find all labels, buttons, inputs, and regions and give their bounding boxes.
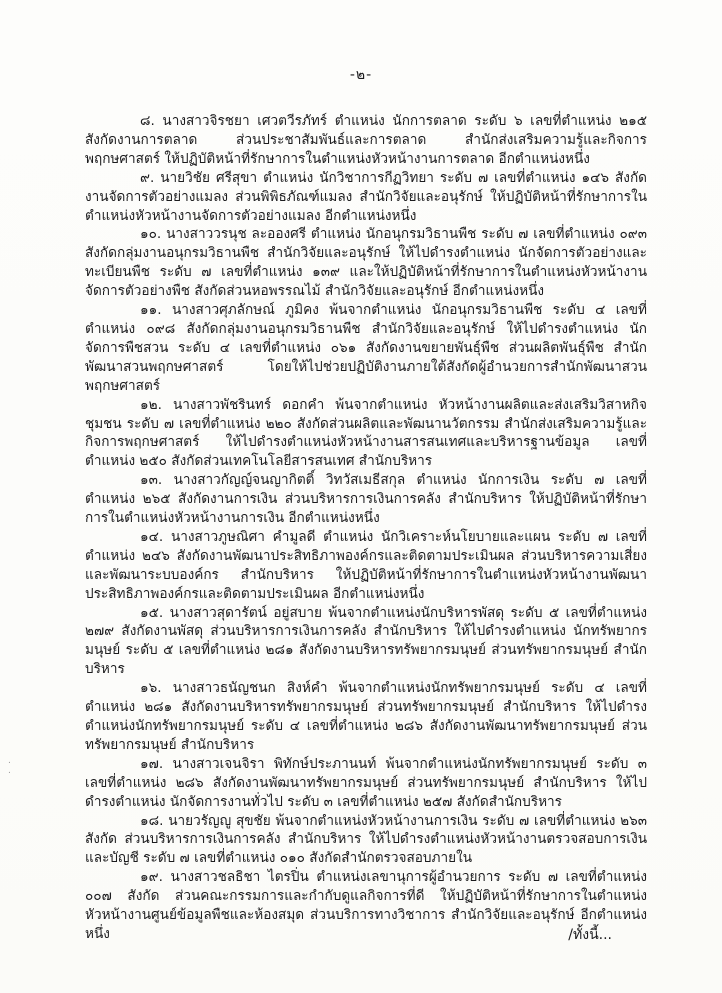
document-body [85, 112, 647, 944]
paragraph-item-12: ๑๒. นางสาวพัชรินทร์ ดอกคำ พ้นจากตำแหน่ง หัวหน้างานผลิตและส่งเสริมวิสาหกิจชุมชน ระดับ ๗ เลขที่ตำแหน่ง ๒๒๐ สังกัดส่วนผลิตและพัฒนานวัตกรรม สำนักส่งเสริมความรู้และกิจการพฤกษศาสตร์ ให้ไปดำรงตำแหน่งหัวหน้างานสารสนเทศและบริหารฐานข้อมูล เลขที่ตำแหน่ง ๒๕๐ สังกัดส่วนเทคโนโลยีสารสนเทศ สำนักบริหาร [85, 396, 647, 470]
paragraph-item-10: ๑๐. นางสาววรนุช ละอองศรี ตำแหน่ง นักอนุกรมวิธานพืช ระดับ ๗ เลขที่ตำแหน่ง ๐๙๓ สังกัดกลุ่มงานอนุกรมวิธานพืช สำนักวิจัยและอนุรักษ์ ให้ไปดำรงตำแหน่ง นักจัดการตัวอย่างและทะเบียนพืช ระดับ ๗ เลขที่ตำแหน่ง ๑๓๙ และให้ปฏิบัติหน้าที่รักษาการในตำแหน่งหัวหน้างานจัดการตัวอย่างพืช สังกัดส่วนหอพรรณไม้ สำนักวิจัยและอนุรักษ์ อีกตำแหน่งหนึ่ง [85, 226, 647, 300]
paragraph-item-11: ๑๑. นางสาวศุภลักษณ์ ภูมิคง พ้นจากตำแหน่ง นักอนุกรมวิธานพืช ระดับ ๔ เลขที่ตำแหน่ง ๐๙๘ สังกัดกลุ่มงานอนุกรมวิธานพืช สำนักวิจัยและอนุรักษ์ ให้ไปดำรงตำแหน่ง นักจัดการพืชสวน ระดับ ๔ เลขที่ตำแหน่ง ๐๖๑ สังกัดงานขยายพันธุ์พืช ส่วนผลิตพันธุ์พืช สำนักพัฒนาสวนพฤกษศาสตร์ โดยให้ไปช่วยปฏิบัติงานภายใต้สังกัดผู้อำนวยการสำนักพัฒนาสวนพฤกษศาสตร์ [85, 302, 647, 394]
scan-artifact: . . [8, 756, 11, 776]
paragraph-item-14: ๑๔. นางสาวภูษณิศา คำมูลดี ตำแหน่ง นักวิเคราะห์นโยบายและแผน ระดับ ๗ เลขที่ตำแหน่ง ๒๔๖ สังกัดงานพัฒนาประสิทธิภาพองค์กรและติดตามประเมินผล ส่วนบริหารความเสี่ยงและพัฒนาระบบองค์กร สำนักบริหาร ให้ปฏิบัติหน้าที่รักษาการในตำแหน่งหัวหน้างานพัฒนาประสิทธิภาพองค์กรและติดตามประเมินผล อีกตำแหน่งหนึ่ง [85, 528, 647, 602]
paragraph-item-16: ๑๖. นางสาวธนัญชนก สิงห์คำ พ้นจากตำแหน่งนักทรัพยากรมนุษย์ ระดับ ๔ เลขที่ตำแหน่ง ๒๘๑ สังกัดงานบริหารทรัพยากรมนุษย์ ส่วนทรัพยากรมนุษย์ สำนักบริหาร ให้ไปดำรงตำแหน่งนักทรัพยากรมนุษย์ ระดับ ๔ เลขที่ตำแหน่ง ๒๘๖ สังกัดงานพัฒนาทรัพยากรมนุษย์ ส่วนทรัพยากรมนุษย์ สำนักบริหาร [85, 680, 647, 753]
page-number: -๒- [349, 67, 373, 83]
paragraph-item-18: ๑๘. นายวรัญญู สุขชัย พ้นจากตำแหน่งหัวหน้างานการเงิน ระดับ ๗ เลขที่ตำแหน่ง ๒๖๓ สังกัด ส่วนบริหารการเงินการคลัง สำนักบริหาร ให้ไปดำรงตำแหน่งหัวหน้างานตรวจสอบการเงินและบัญชี ระดับ ๗ เลขที่ตำแหน่ง ๐๑๐ สังกัดสำนักตรวจสอบภายใน [85, 812, 647, 867]
paragraph-item-9: ๙. นายวิชัย ศรีสุขา ตำแหน่ง นักวิชาการกีฏวิทยา ระดับ ๗ เลขที่ตำแหน่ง ๑๔๖ สังกัดงานจัดการตัวอย่างแมลง ส่วนพิพิธภัณฑ์แมลง สำนักวิจัยและอนุรักษ์ ให้ปฏิบัติหน้าที่รักษาการในตำแหน่งหัวหน้างานจัดการตัวอย่างแมลง อีกตำแหน่งหนึ่ง [85, 169, 647, 224]
continuation-note: /ทั้งนี้... [568, 927, 612, 943]
paragraph-item-13: ๑๓. นางสาวกัญญ์จนญากิตติ์ วิทวัสเมธีสกุล ตำแหน่ง นักการเงิน ระดับ ๗ เลขที่ตำแหน่ง ๒๖๕ สังกัดงานการเงิน ส่วนบริหารการเงินการคลัง สำนักบริหาร ให้ปฏิบัติหน้าที่รักษาการในตำแหน่งหัวหน้างานการเงิน อีกตำแหน่งหนึ่ง [85, 472, 647, 527]
paragraph-item-15: ๑๕. นางสาวสุดารัตน์ อยู่สบาย พ้นจากตำแหน่งนักบริหารพัสดุ ระดับ ๕ เลขที่ตำแหน่ง ๒๗๙ สังกัดงานพัสดุ ส่วนบริหารการเงินการคลัง สำนักบริหาร ให้ไปดำรงตำแหน่ง นักทรัพยากรมนุษย์ ระดับ ๕ เลขที่ตำแหน่ง ๒๘๑ สังกัดงานบริหารทรัพยากรมนุษย์ ส่วนทรัพยากรมนุษย์ สำนักบริหาร [85, 604, 647, 678]
paragraph-item-8: ๘. นางสาวจิรชยา เศวตวีรภัทร์ ตำแหน่ง นักการตลาด ระดับ ๖ เลขที่ตำแหน่ง ๒๑๕ สังกัดงานการตลาด ส่วนประชาสัมพันธ์และการตลาด สำนักส่งเสริมความรู้และกิจการพฤกษศาสตร์ ให้ปฏิบัติหน้าที่รักษาการในตำแหน่งหัวหน้างานการตลาด อีกตำแหน่งหนึ่ง [85, 113, 647, 167]
paragraph-item-19: ๑๙. นางสาวชลธิชา ไตรปิ่น ตำแหน่งเลขานุการผู้อำนวยการ ระดับ ๗ เลขที่ตำแหน่ง ๐๐๗ สังกัด ส่วนคณะกรรมการและกำกับดูแลกิจการที่ดี ให้ปฏิบัติหน้าที่รักษาการในตำแหน่งหัวหน้างานศูนย์ข้อมูลพืชและห้องสมุด ส่วนบริการทางวิชาการ สำนักวิจัยและอนุรักษ์ อีกตำแหน่งหนึ่ง [85, 869, 647, 942]
paragraph-item-17: ๑๗. นางสาวเจนจิรา พิทักษ์ประภานนท์ พ้นจากตำแหน่งนักทรัพยากรมนุษย์ ระดับ ๓ เลขที่ตำแหน่ง ๒๘๖ สังกัดงานพัฒนาทรัพยากรมนุษย์ ส่วนทรัพยากรมนุษย์ สำนักบริหาร ให้ไปดำรงตำแหน่ง นักจัดการงานทั่วไป ระดับ ๓ เลขที่ตำแหน่ง ๒๕๗ สังกัดสำนักบริหาร [85, 755, 647, 810]
